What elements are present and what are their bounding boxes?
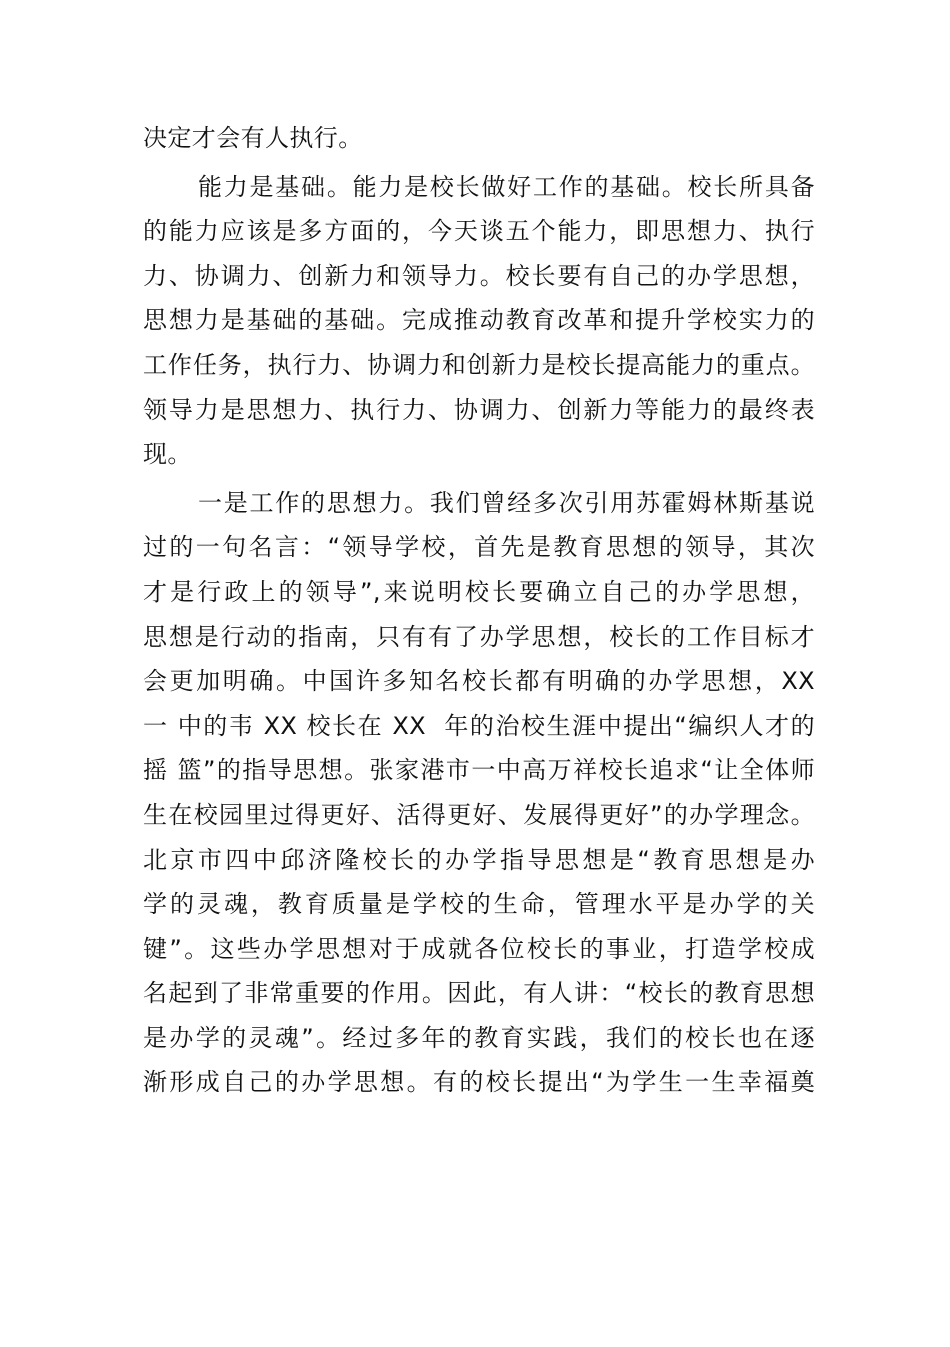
text-line: 过的一句名言：“领导学校，首先是教育思想的领导，其次 (143, 533, 815, 562)
text-line: 才是行政上的领导”,来说明校长要确立自己的办学思想， (143, 577, 815, 606)
text-line: 渐形成自己的办学思想。有的校长提出“为学生一生幸福奠 (143, 1068, 815, 1097)
text-line: 思想是行动的指南，只有有了办学思想，校长的工作目标才 (143, 622, 815, 651)
text-line: 会更加明确。中国许多知名校长都有明确的办学思想，XX (143, 667, 815, 696)
text-line: 是办学的灵魂”。经过多年的教育实践，我们的校长也在逐 (143, 1023, 815, 1052)
text-line: 生在校园里过得更好、活得更好、发展得更好”的办学理念。 (143, 800, 815, 829)
text-line: 的能力应该是多方面的，今天谈五个能力，即思想力、执行 (143, 217, 815, 246)
text-line: 名起到了非常重要的作用。因此，有人讲：“校长的教育思想 (143, 979, 815, 1008)
text-line: 决定才会有人执行。 (143, 124, 363, 152)
paragraph-ability (143, 165, 815, 477)
text-line: 领导力是思想力、执行力、协调力、创新力等能力的最终表 (143, 395, 815, 424)
paragraph-continuation (143, 116, 815, 161)
text-line: 一 中的韦 XX 校长在 XX 年的治校生涯中提出“编织人才的 (143, 711, 815, 740)
text-line: 摇 篮”的指导思想。张家港市一中高万祥校长追求“让全体师 (143, 756, 815, 785)
paragraph-thinking-power (143, 481, 815, 1105)
text-line: 学的灵魂，教育质量是学校的生命，管理水平是办学的关 (143, 890, 815, 919)
text-line: 工作任务，执行力、协调力和创新力是校长提高能力的重点。 (143, 350, 815, 379)
text-line: 现。 (143, 440, 192, 469)
text-line: 北京市四中邱济隆校长的办学指导思想是“教育思想是办 (143, 845, 815, 874)
text-line: 能力是基础。能力是校长做好工作的基础。校长所具备 (198, 172, 815, 201)
text-line: 键”。这些办学思想对于成就各位校长的事业，打造学校成 (143, 934, 815, 963)
text-line: 一是工作的思想力。我们曾经多次引用苏霍姆林斯基说 (198, 488, 815, 517)
text-line: 思想力是基础的基础。完成推动教育改革和提升学校实力的 (143, 306, 815, 335)
text-line: 力、协调力、创新力和领导力。校长要有自己的办学思想， (143, 261, 815, 290)
body-text (143, 116, 815, 1105)
